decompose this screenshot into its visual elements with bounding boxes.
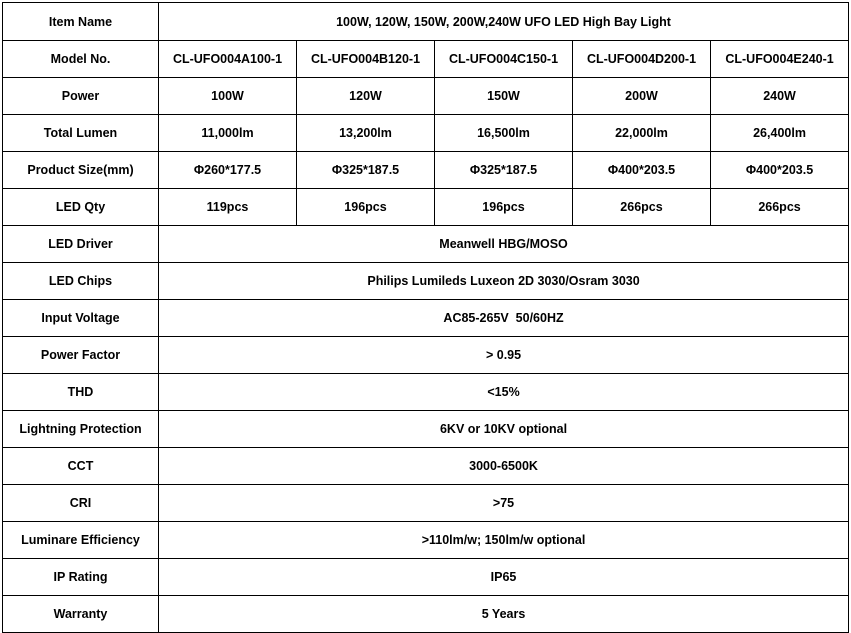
model-no-label: Model No. — [3, 41, 159, 78]
led-qty-value: 266pcs — [573, 189, 711, 226]
spec-table — [2, 2, 849, 633]
total-lumen-value: 13,200lm — [297, 115, 435, 152]
row-item-name — [3, 3, 849, 41]
power-value: 100W — [159, 78, 297, 115]
led-driver-label: LED Driver — [3, 226, 159, 263]
power-label: Power — [3, 78, 159, 115]
lightning-protection-value: 6KV or 10KV optional — [159, 411, 849, 448]
row-cct — [3, 448, 849, 485]
item-name-value: 100W, 120W, 150W, 200W,240W UFO LED High Bay Light — [159, 3, 849, 41]
row-power — [3, 78, 849, 115]
led-qty-value: 119pcs — [159, 189, 297, 226]
total-lumen-value: 26,400lm — [711, 115, 849, 152]
product-size-value: Φ325*187.5 — [297, 152, 435, 189]
luminare-efficiency-value: >110lm/w; 150lm/w optional — [159, 522, 849, 559]
model-no-value: CL-UFO004B120-1 — [297, 41, 435, 78]
warranty-value: 5 Years — [159, 596, 849, 633]
row-lightning-protection — [3, 411, 849, 448]
total-lumen-value: 16,500lm — [435, 115, 573, 152]
row-power-factor — [3, 337, 849, 374]
input-voltage-label: Input Voltage — [3, 300, 159, 337]
row-thd — [3, 374, 849, 411]
row-product-size — [3, 152, 849, 189]
cri-value: >75 — [159, 485, 849, 522]
ip-rating-label: IP Rating — [3, 559, 159, 596]
total-lumen-value: 22,000lm — [573, 115, 711, 152]
row-cri — [3, 485, 849, 522]
row-total-lumen — [3, 115, 849, 152]
row-luminare-efficiency — [3, 522, 849, 559]
led-qty-label: LED Qty — [3, 189, 159, 226]
power-value: 200W — [573, 78, 711, 115]
product-size-value: Φ260*177.5 — [159, 152, 297, 189]
total-lumen-value: 11,000lm — [159, 115, 297, 152]
power-value: 150W — [435, 78, 573, 115]
model-no-value: CL-UFO004A100-1 — [159, 41, 297, 78]
led-driver-value: Meanwell HBG/MOSO — [159, 226, 849, 263]
led-chips-value: Philips Lumileds Luxeon 2D 3030/Osram 3030 — [159, 263, 849, 300]
row-led-qty — [3, 189, 849, 226]
item-name-label: Item Name — [3, 3, 159, 41]
cri-label: CRI — [3, 485, 159, 522]
power-factor-value: > 0.95 — [159, 337, 849, 374]
product-size-label: Product Size(mm) — [3, 152, 159, 189]
power-factor-label: Power Factor — [3, 337, 159, 374]
led-qty-value: 196pcs — [297, 189, 435, 226]
lightning-protection-label: Lightning Protection — [3, 411, 159, 448]
row-led-driver — [3, 226, 849, 263]
model-no-value: CL-UFO004E240-1 — [711, 41, 849, 78]
cct-value: 3000-6500K — [159, 448, 849, 485]
power-value: 240W — [711, 78, 849, 115]
input-voltage-value: AC85-265V 50/60HZ — [159, 300, 849, 337]
model-no-value: CL-UFO004D200-1 — [573, 41, 711, 78]
thd-value: <15% — [159, 374, 849, 411]
led-chips-label: LED Chips — [3, 263, 159, 300]
luminare-efficiency-label: Luminare Efficiency — [3, 522, 159, 559]
product-size-value: Φ325*187.5 — [435, 152, 573, 189]
row-warranty — [3, 596, 849, 633]
ip-rating-value: IP65 — [159, 559, 849, 596]
total-lumen-label: Total Lumen — [3, 115, 159, 152]
product-size-value: Φ400*203.5 — [711, 152, 849, 189]
row-model-no — [3, 41, 849, 78]
model-no-value: CL-UFO004C150-1 — [435, 41, 573, 78]
led-qty-value: 266pcs — [711, 189, 849, 226]
row-input-voltage — [3, 300, 849, 337]
led-qty-value: 196pcs — [435, 189, 573, 226]
row-ip-rating — [3, 559, 849, 596]
power-value: 120W — [297, 78, 435, 115]
cct-label: CCT — [3, 448, 159, 485]
row-led-chips — [3, 263, 849, 300]
thd-label: THD — [3, 374, 159, 411]
product-size-value: Φ400*203.5 — [573, 152, 711, 189]
warranty-label: Warranty — [3, 596, 159, 633]
